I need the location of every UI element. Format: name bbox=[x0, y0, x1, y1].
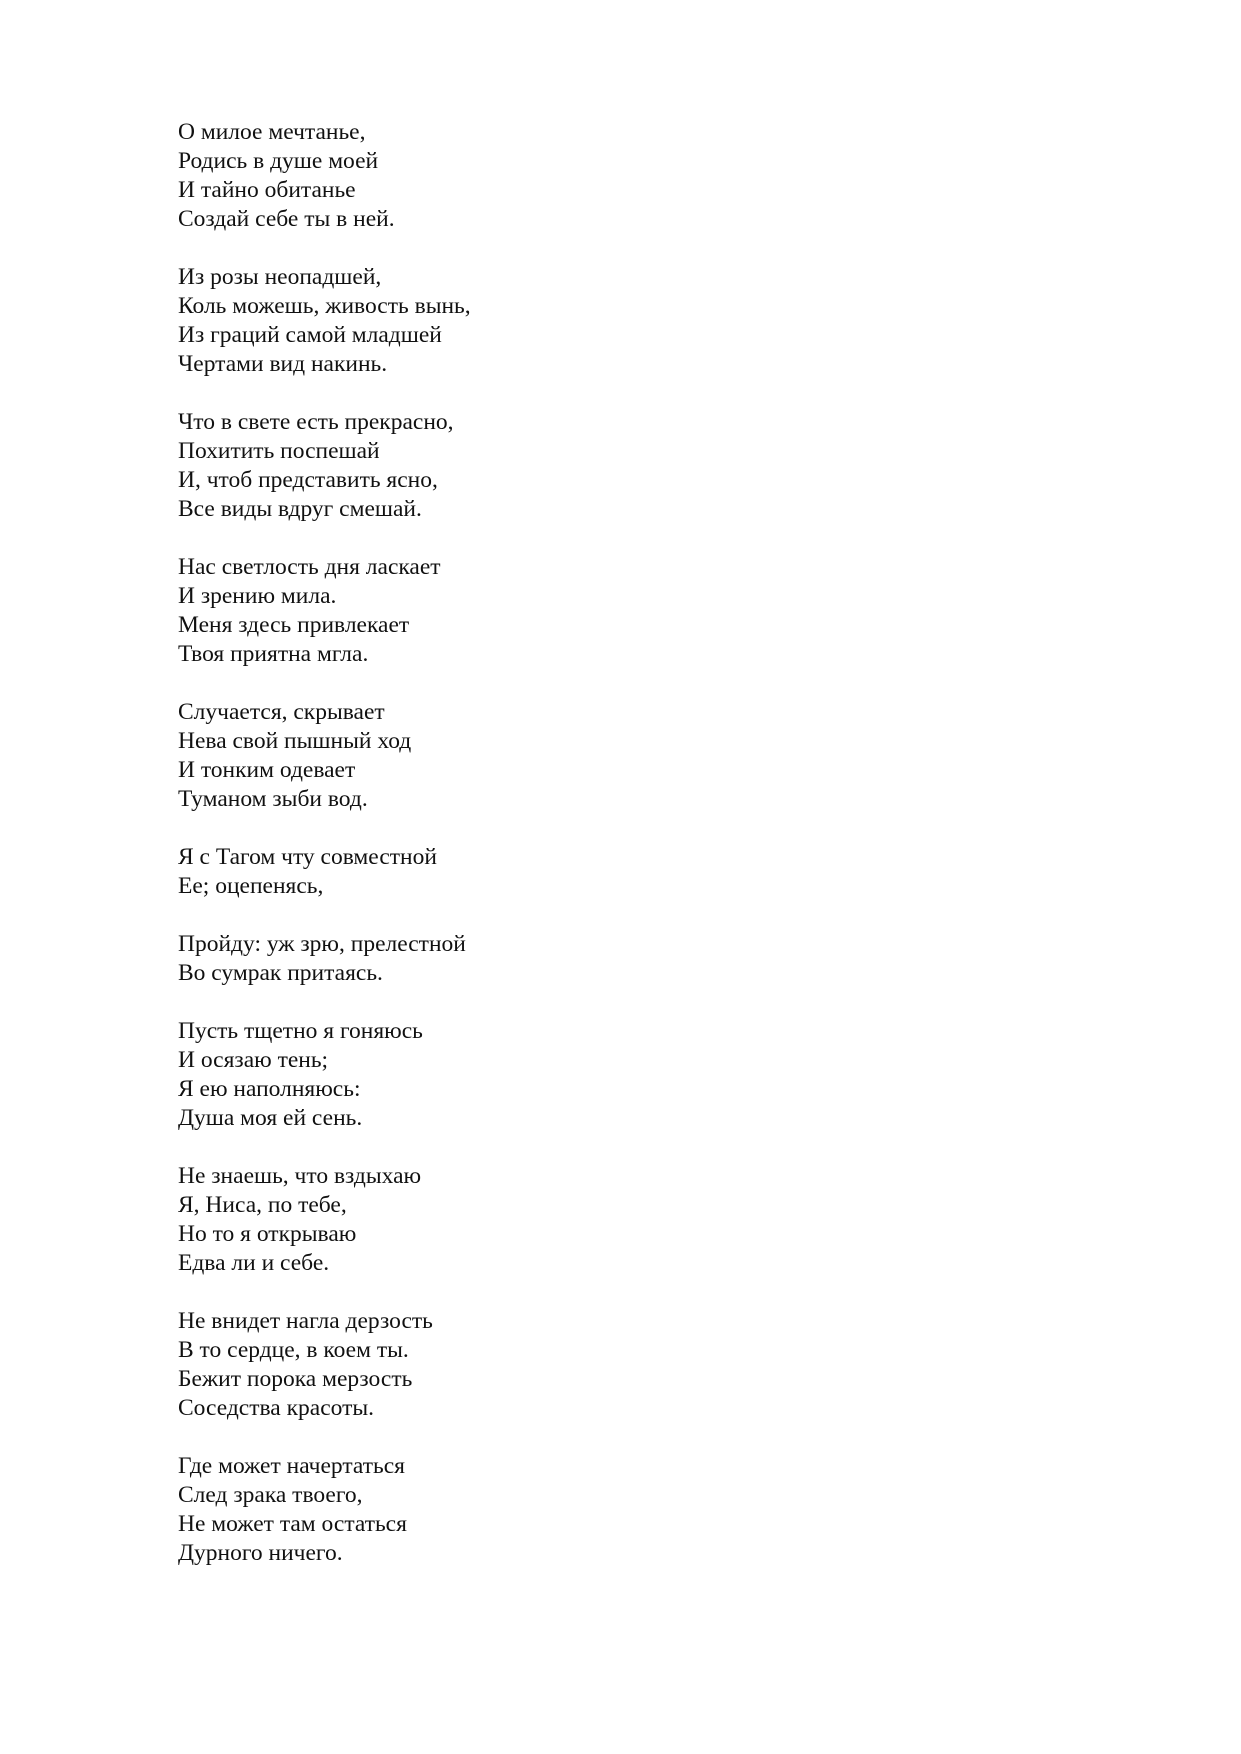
stanza bbox=[178, 1452, 1078, 1568]
poem-line: Из граций самой младшей bbox=[178, 322, 442, 348]
poem-line: Похитить поспешай bbox=[178, 438, 380, 464]
poem-line: Пусть тщетно я гоняюсь bbox=[178, 1018, 423, 1044]
poem-line: Нас светлость дня ласкает bbox=[178, 554, 441, 580]
poem-line: О милое мечтанье, bbox=[178, 119, 366, 145]
poem-line: Меня здесь привлекает bbox=[178, 612, 410, 638]
poem-line: Ее; оцепенясь, bbox=[178, 873, 324, 899]
poem-line: Я, Ниса, по тебе, bbox=[178, 1192, 347, 1218]
stanza bbox=[178, 1017, 1078, 1133]
poem-line: Я ею наполняюсь: bbox=[178, 1076, 361, 1102]
poem-line: Соседства красоты. bbox=[178, 1395, 374, 1421]
poem-line: След зрака твоего, bbox=[178, 1482, 363, 1508]
poem-line: Едва ли и себе. bbox=[178, 1250, 330, 1276]
stanza bbox=[178, 408, 1078, 524]
poem-line: И, чтоб представить ясно, bbox=[178, 467, 438, 493]
poem-line: И тайно обитанье bbox=[178, 177, 356, 203]
poem-line: Твоя приятна мгла. bbox=[178, 641, 369, 667]
poem-line: И тонким одевает bbox=[178, 757, 356, 783]
poem-line: Что в свете есть прекрасно, bbox=[178, 409, 454, 435]
poem-line: Где может начертаться bbox=[178, 1453, 405, 1479]
poem-text bbox=[178, 118, 1078, 1597]
poem-line: Нева свой пышный ход bbox=[178, 728, 412, 754]
poem-line: Не внидет нагла дерзость bbox=[178, 1308, 433, 1334]
poem-line: Но то я открываю bbox=[178, 1221, 357, 1247]
poem-line: Во сумрак притаясь. bbox=[178, 960, 383, 986]
poem-line: Бежит порока мерзость bbox=[178, 1366, 413, 1392]
stanza bbox=[178, 263, 1078, 379]
poem-line: Туманом зыби вод. bbox=[178, 786, 368, 812]
poem-line: Чертами вид накинь. bbox=[178, 351, 388, 377]
stanza bbox=[178, 1307, 1078, 1423]
stanza bbox=[178, 553, 1078, 669]
poem-line: Не может там остаться bbox=[178, 1511, 407, 1537]
poem-line: Не знаешь, что вздыхаю bbox=[178, 1163, 422, 1189]
poem-line: Дурного ничего. bbox=[178, 1540, 343, 1566]
poem-line: Коль можешь, живость вынь, bbox=[178, 293, 471, 319]
poem-line: Пройду: уж зрю, прелестной bbox=[178, 931, 466, 957]
poem-line: И зрению мила. bbox=[178, 583, 337, 609]
poem-line: И осязаю тень; bbox=[178, 1047, 329, 1073]
stanza bbox=[178, 1162, 1078, 1278]
poem-line: В то сердце, в коем ты. bbox=[178, 1337, 409, 1363]
stanza bbox=[178, 930, 1078, 988]
stanza bbox=[178, 698, 1078, 814]
stanza bbox=[178, 118, 1078, 234]
poem-line: Я с Тагом чту совместной bbox=[178, 844, 437, 870]
poem-line: Душа моя ей сень. bbox=[178, 1105, 363, 1131]
poem-line: Из розы неопадшей, bbox=[178, 264, 382, 290]
poem-line: Создай себе ты в ней. bbox=[178, 206, 395, 232]
poem-line: Все виды вдруг смешай. bbox=[178, 496, 422, 522]
stanza bbox=[178, 843, 1078, 901]
poem-line: Родись в душе моей bbox=[178, 148, 379, 174]
poem-line: Случается, скрывает bbox=[178, 699, 385, 725]
